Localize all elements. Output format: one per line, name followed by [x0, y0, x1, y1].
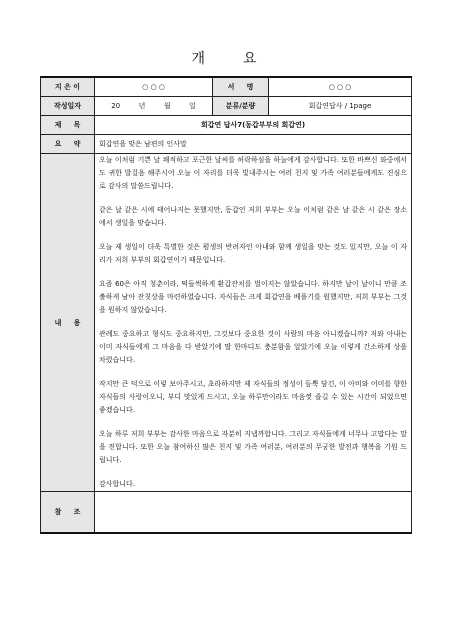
date-year: 20 [111, 102, 121, 110]
content-paragraph: 관례도 중요하고 형식도 중요하지만, 그것보다 중요한 것이 사람의 마음 아니겠습니까? 저와 아내는 이미 자식들에게 그 마음을 다 받았기에 딸 한마디도 충분함을 알았기에 오늘 이렇게 간소하게 상을 차렸습니다. [99, 330, 407, 364]
content-body [95, 154, 412, 492]
overview-form [40, 76, 412, 534]
content-paragraph: 오늘 제 생일이 더욱 특별한 것은 평생의 반려자인 아내와 함께 생일을 맞는 것도 있지만, 오늘 이 자리가 저희 부부의 회갑연이기 때문입니다. [99, 243, 407, 264]
summary-value: 회갑연을 맞은 남편의 인사말 [95, 135, 412, 154]
title-char-1: 개 [191, 51, 207, 67]
sign-value: ○ ○ ○ [269, 77, 412, 97]
date-day-unit: 일 [189, 102, 196, 110]
content-paragraph: 감사합니다. [99, 480, 136, 488]
author-label: 지 은 이 [41, 77, 95, 97]
sign-label: 서 명 [213, 77, 269, 97]
author-value: ○ ○ ○ [95, 77, 213, 97]
author-row [41, 77, 412, 97]
summary-label: 요 약 [41, 135, 95, 154]
date-label: 작성일자 [41, 97, 95, 116]
content-paragraph: 오늘 하루 저희 부부는 감사한 마음으로 자분히 지냅까합니다. 그리고 자식들에게 너무나 고맙다는 말을 전합니다. 또한 오늘 참여하신 많은 친지 및 가족 여러분, 여러분의 무궁한 발전과 행복을 기원 드립니다. [99, 430, 407, 464]
subject-row [41, 116, 412, 135]
content-paragraph: 요즘 60은 아직 청춘이라, 떡들썩하게 환갑잔치를 벌이지는 않았습니다. 하지만 날이 날이니 만큼 조촐하게 남아 잔칫상을 마련하였습니다. 자식들은 크게 회갑연을 베풀기를 원했지만, 저희 부부는 그것을 원하지 않았습니다. [99, 280, 407, 314]
subject-label: 제 목 [41, 116, 95, 135]
date-value [95, 97, 213, 116]
reference-value [95, 492, 412, 534]
reference-label: 참 조 [41, 492, 95, 534]
date-year-unit: 년 [138, 102, 146, 110]
document-title [0, 48, 450, 68]
content-paragraph: 오늘 이처럼 기쁜 날 쾌적하고 포근한 날씨를 허락하심을 하늘에게 감사합니다. 또한 바쁘신 와중에서도 귀한 발걸음 해주시어 오늘 이 자리를 더욱 빛내주시는 여러 친지 및 가족 여러분들에게도 진심으로 감사의 말씀드립니다. [99, 156, 407, 190]
title-char-2: 요 [243, 51, 259, 67]
subject-value: 회갑연 답사7(동갑부부의 회갑연) [95, 116, 412, 135]
content-row [41, 154, 412, 492]
content-paragraph: 작지만 큰 덕으로 이렇 보아주시고, 초라하지만 제 자식들의 정성이 듬뿍 담긴, 이 아비와 어미를 향한 자식들의 사랑이오니, 부디 맛있게 드시고, 오늘 하루만이라도 마음껏 즐길 수 있는 시간이 되었으면 좋겠습니다. [99, 380, 407, 414]
date-row [41, 97, 412, 116]
content-paragraph: 같은 날 같은 시에 태어나지는 못했지만, 동갑인 저희 부부는 오늘 이처럼 같은 날 같은 시 같은 장소에서 생일을 맞습니다. [99, 206, 407, 227]
content-label: 내 용 [41, 154, 95, 492]
summary-row [41, 135, 412, 154]
category-value: 회갑연답사 / 1page [269, 97, 412, 116]
reference-row [41, 492, 412, 534]
category-label: 분류/분량 [213, 97, 269, 116]
date-month-unit: 월 [163, 102, 171, 110]
